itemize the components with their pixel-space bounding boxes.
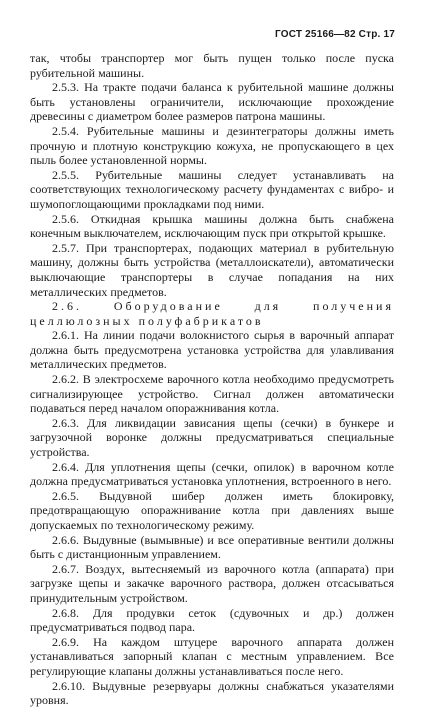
paragraph: 2.6.2. В электросхеме варочного котла необходимо предусмотреть сигнализирующее устройство. Сигнал должен автоматически подаваться перед началом опоражнивания котла.: [30, 372, 394, 416]
document-body: [30, 51, 394, 708]
paragraph: 2.6.4. Для уплотнения щепы (сечки, опилок) в варочном котле должна предусматриваться установка уплотнения, встроенного в него.: [30, 459, 394, 489]
paragraph: 2.6.9. На каждом штуцере варочного аппарата должен устанавливаться запорный клапан с местным управлением. Все регулирующие клапаны должны устанавливаться после него.: [30, 634, 394, 678]
paragraph: 2.6.10. Выдувные резервуары должны снабжаться указателями уровня.: [30, 678, 394, 708]
paragraph: 2.6.8. Для продувки сеток (сдувочных и др.) должен предусматриваться подвод пара.: [30, 605, 394, 635]
paragraph: 2.5.3. На тракте подачи баланса к рубительной машине должны быть установлены ограничители, исключающие прохождение древесины с диаметром более размеров патрона машины.: [30, 80, 394, 124]
section-heading: 2.6. Оборудование для получения целлюлозных полуфабрикатов: [30, 299, 394, 328]
paragraph: так, чтобы транспортер мог быть пущен только после пуска рубительной машины.: [30, 51, 394, 80]
paragraph: 2.5.6. Откидная крышка машины должна быть снабжена конечным выключателем, исключающим пуск при открытой крышке.: [30, 211, 394, 241]
page-header: ГОСТ 25166—82 Стр. 17: [275, 29, 395, 40]
paragraph: 2.5.5. Рубительные машины следует устанавливать на соответствующих технологическому расчету фундаментах с вибро- и шумопоглощающими прокладками под ними.: [30, 167, 394, 211]
paragraph: 2.6.5. Выдувной шибер должен иметь блокировку, предотвращающую опоражнивание котла при давлениях выше допускаемых по технологическому режиму.: [30, 488, 394, 532]
paragraph: 2.5.7. При транспортерах, подающих материал в рубительную машину, должны быть устройства (металлоискатели), автоматически выключающие транспортеры в случае попадания на них металлических предметов.: [30, 240, 394, 299]
paragraph: 2.6.1. На линии подачи волокнистого сырья в варочный аппарат должна быть предусмотрена установка устройства для улавливания металлических предметов.: [30, 328, 394, 372]
paragraph: 2.6.6. Выдувные (вымывные) и все оперативные вентили должны быть с дистанционным управлением.: [30, 532, 394, 562]
paragraph: 2.6.7. Воздух, вытесняемый из варочного котла (аппарата) при загрузке щепы и закачке варочного раствора, должен отсасываться принудительным устройством.: [30, 561, 394, 605]
paragraph: 2.5.4. Рубительные машины и дезинтеграторы должны иметь прочную и плотную конструкцию кожуха, не пропускающего в цех пыль более установленной нормы.: [30, 123, 394, 168]
paragraph: 2.6.3. Для ликвидации зависания щепы (сечки) в бункере и загрузочной воронке должны предусматриваться специальные устройства.: [30, 415, 394, 460]
